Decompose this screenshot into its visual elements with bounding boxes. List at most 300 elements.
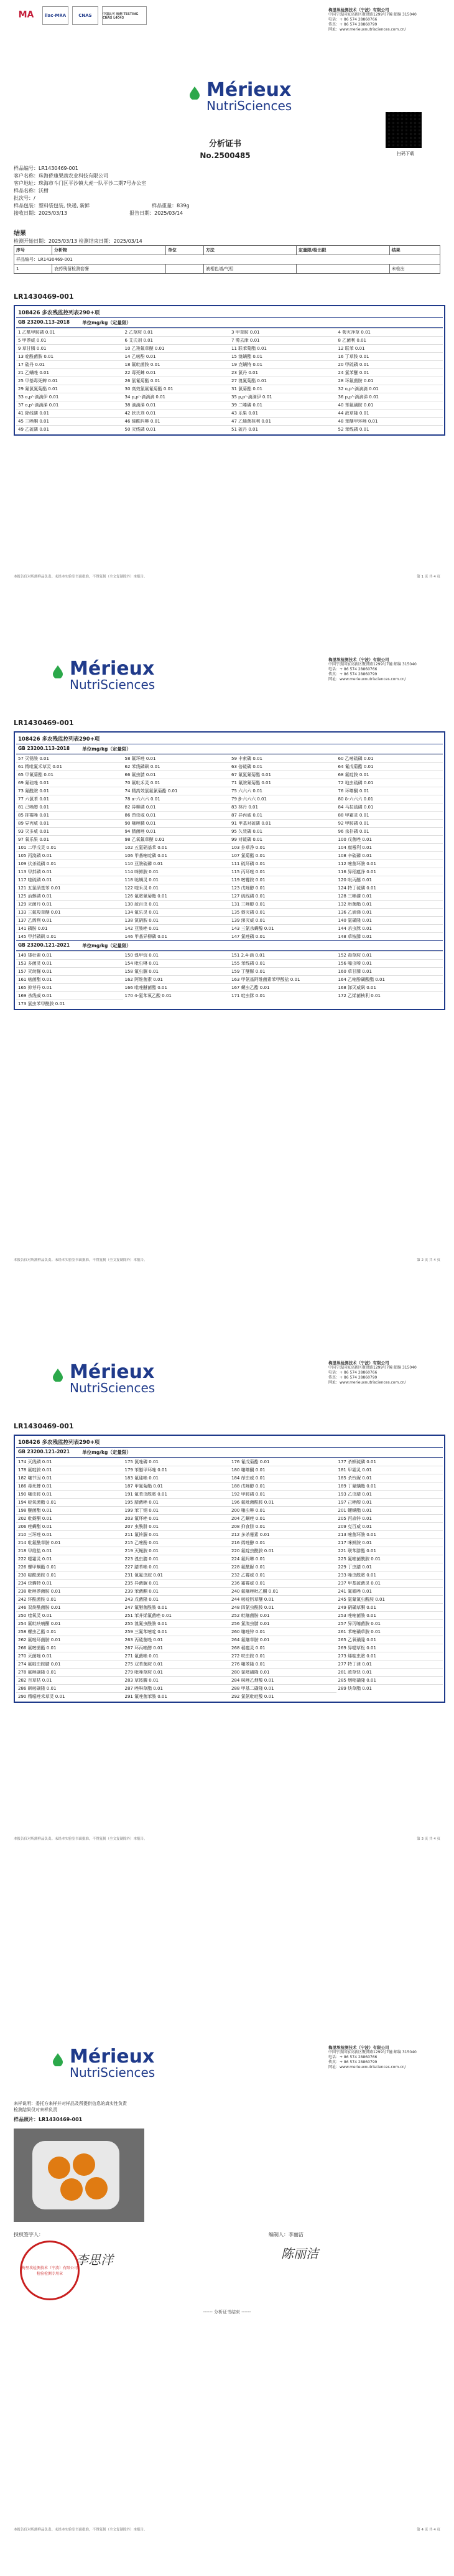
pesticide-item: 79 β-六六六 0.01 [229, 795, 336, 803]
pesticide-item: 163 甲氨基阿维菌素苯甲酸盐 0.01 [229, 975, 336, 983]
pesticide-item: 191 氟苯虫酰胺 0.01 [123, 1490, 230, 1498]
company-line: 电话：+ 86 574 28860766 [328, 2055, 378, 2059]
pesticide-item: 59 丰索磷 0.01 [229, 754, 336, 762]
pesticide-item: 82 异柳磷 0.01 [123, 803, 230, 811]
page-2 [7, 629, 447, 1276]
pesticide-item: 110 亚胺硫磷 0.01 [123, 859, 230, 868]
pesticide-item: 151 2,4-滴 0.01 [229, 951, 336, 959]
pesticide-item: 43 乐果 0.01 [229, 409, 336, 417]
pesticide-item: 11 联苯菊酯 0.01 [229, 344, 336, 352]
approver-signature: 李思洋 [76, 2252, 113, 2267]
pesticide-item: 44 敌草隆 0.01 [336, 409, 443, 417]
pesticide-item: 162 阿维菌素 0.01 [123, 975, 230, 983]
pesticide-item: 231 氰氟虫腙 0.01 [123, 1571, 230, 1579]
pesticide-item: 229 丁虫腈 0.01 [336, 1563, 443, 1571]
sample-photo [14, 2129, 144, 2222]
pesticide-item: 196 氟吡菌酰胺 0.01 [229, 1498, 336, 1506]
pesticide-item: 214 吡氟酰草胺 0.01 [16, 1539, 123, 1547]
pesticide-item: 252 吡噻菌胺 0.01 [229, 1611, 336, 1619]
pesticide-item: 248 四氯虫酰胺 0.01 [229, 1603, 336, 1611]
pesticide-item: 284 咪唑乙烟酸 0.01 [229, 1676, 336, 1684]
pesticide-item: 15 溴螨酯 0.01 [229, 352, 336, 360]
pesticide-item: 211 氟铃脲 0.01 [123, 1530, 230, 1539]
pesticide-item: 213 嘧菌环胺 0.01 [336, 1530, 443, 1539]
pesticide-item: 127 硫线磷 0.01 [229, 892, 336, 900]
pesticide-item: 260 噻唑锌 0.01 [229, 1628, 336, 1636]
cell [296, 265, 389, 274]
pesticide-item: 264 氟噻草胺 0.01 [229, 1636, 336, 1644]
pesticide-item: 89 异丙威 0.01 [16, 819, 123, 827]
pesticide-item: 202 吡蚜酮 0.01 [16, 1514, 123, 1522]
result-period: 检测开始日期：2025/03/13 检测结束日期：2025/03/14 [14, 238, 142, 244]
pesticide-item: 66 氟虫腈 0.01 [123, 770, 230, 779]
pesticide-item: 245 氯氟氰虫酰胺 0.01 [336, 1595, 443, 1603]
pesticide-item: 208 抑食肼 0.01 [229, 1522, 336, 1530]
logo-brand: Mérieux [70, 658, 155, 680]
pesticide-item: 205 丙森锌 0.01 [336, 1514, 443, 1522]
pesticide-item: 263 丙硫菌唑 0.01 [123, 1636, 230, 1644]
pesticide-item: 2 乙草胺 0.01 [123, 328, 230, 336]
received: 接收日期：2025/03/13 [14, 210, 68, 216]
unit-label: 单位mg/kg（定量限） [82, 746, 131, 752]
pesticide-item: 190 噻虫胺 0.01 [16, 1490, 123, 1498]
pesticide-item: 273 烯啶虫胺 0.01 [336, 1652, 443, 1660]
pesticide-item: 153 多菌灵 0.01 [16, 959, 123, 967]
company-line: 网址：www.merieuxnutrisciences.com.cn/ [328, 1380, 406, 1385]
pesticide-item: 124 特丁硫磷 0.01 [336, 884, 443, 892]
pesticide-item: 83 林丹 0.01 [229, 803, 336, 811]
pesticide-item: 159 丁醚脲 0.01 [229, 967, 336, 975]
result-title: 结果 [14, 230, 26, 237]
pesticide-item: 99 对硫磷 0.01 [229, 835, 336, 843]
pesticide-item: 37 o,p'-滴滴涕 0.01 [16, 401, 123, 409]
pesticide-item: 84 马拉硫磷 0.01 [336, 803, 443, 811]
gb-row [16, 940, 443, 951]
pesticide-item: 88 甲霜灵 0.01 [336, 811, 443, 819]
gb-standard: GB 23200.121-2021 [18, 942, 70, 948]
result-table [14, 245, 440, 274]
logo-drop-icon [51, 2053, 65, 2066]
pesticide-item: 107 氯菊酯 0.01 [229, 851, 336, 859]
pesticide-item: 125 治螟磷 0.01 [16, 892, 123, 900]
pesticide-item: 51 硫丹 0.01 [229, 425, 336, 433]
gb-standard: GB 23200.113-2018 [18, 319, 70, 325]
pesticide-item: 197 己唑醇 0.01 [336, 1498, 443, 1506]
pesticide-item: 172 乙烯菌核利 0.01 [336, 991, 443, 1000]
pesticide-item: 186 毒死蜱 0.01 [16, 1482, 123, 1490]
orange [60, 2178, 83, 2201]
pesticide-item: 140 氯磺隆 0.01 [336, 916, 443, 924]
pesticide-item: 48 苯醚甲环唑 0.01 [336, 417, 443, 425]
pesticide-grid [16, 1458, 443, 1700]
pesticide-item: 217 咪鲜胺 0.01 [336, 1539, 443, 1547]
gb-row [16, 744, 443, 754]
pesticide-item: 72 地虫硫磷 0.01 [336, 779, 443, 787]
company-name: 梅里埃检测技术（宁波）有限公司 [328, 1361, 389, 1365]
pesticide-item: 287 唑啉草酯 0.01 [123, 1684, 230, 1692]
pesticide-grid [16, 754, 443, 940]
pesticide-item: 100 戊菌唑 0.01 [336, 835, 443, 843]
pesticide-item: 157 灭幼脲 0.01 [16, 967, 123, 975]
page-4 [7, 2016, 447, 2552]
pesticide-item: 199 苯丁锡 0.01 [123, 1506, 230, 1514]
pesticide-item: 290 精噁唑禾草灵 0.01 [16, 1692, 123, 1700]
pesticide-item: 173 氯虫苯甲酰胺 0.01 [16, 1000, 123, 1008]
pesticide-item: 255 溴氰虫酰胺 0.01 [123, 1619, 230, 1628]
editor [269, 2231, 303, 2239]
unit-label: 单位mg/kg（定量限） [82, 1450, 131, 1455]
pesticide-item: 138 氯硝胺 0.01 [123, 916, 230, 924]
pesticide-item: 133 三氟羧草醚 0.01 [16, 908, 123, 916]
footer-note: 本报告仅对所测样品负责。未经本实验室书面批准，不得复制（全文复制除外）本报告。 [14, 1837, 147, 1841]
pesticide-item: 30 高效氯氟氰菊酯 0.01 [123, 385, 230, 393]
pesticide-item: 27 溴氰菊酯 0.01 [229, 377, 336, 385]
pesticide-item: 170 4-氯苯氧乙酸 0.01 [123, 991, 230, 1000]
pesticide-item: 117 喹硫磷 0.01 [16, 876, 123, 884]
pesticide-item: 258 螺虫乙酯 0.01 [16, 1628, 123, 1636]
qr-code[interactable] [386, 112, 422, 148]
pesticide-item: 120 吡丙醚 0.01 [336, 876, 443, 884]
pesticide-item: 85 抑霉唑 0.01 [16, 811, 123, 819]
pesticide-grid [16, 328, 443, 433]
logo-drop-icon [188, 86, 202, 100]
pesticide-item: 291 氟唑菌苯胺 0.01 [123, 1692, 230, 1700]
pesticide-item: 46 烯酰吗啉 0.01 [123, 417, 230, 425]
pesticide-item: 18 氟吡菌胺 0.01 [123, 360, 230, 368]
pesticide-item: 188 戊唑醇 0.01 [229, 1482, 336, 1490]
pesticide-item: 169 杀线威 0.01 [16, 991, 123, 1000]
pesticide-item: 139 涕灭威 0.01 [229, 916, 336, 924]
pesticide-item: 20 甲硫磷 0.01 [336, 360, 443, 368]
pesticide-item: 187 甲氰菊酯 0.01 [123, 1482, 230, 1490]
pesticide-item: 65 甲氰菊酯 0.01 [16, 770, 123, 779]
pesticide-item: 113 甲拌磷 0.01 [16, 868, 123, 876]
pesticide-item: 249 硝磺草酮 0.01 [336, 1603, 443, 1611]
section-title: 108426 多农残监控列表290+项 [18, 310, 100, 316]
company-line: 中国宁波国家高新区聚贤路1299号7幢 邮编 315040 [328, 1365, 417, 1370]
pesticide-item: 234 炔螨特 0.01 [16, 1579, 123, 1587]
pesticide-item: 243 戊菌隆 0.01 [123, 1595, 230, 1603]
logo-sub: NutriSciences [70, 677, 155, 692]
pesticide-item: 76 环嗪酮 0.01 [336, 787, 443, 795]
pesticide-item: 171 啶虫脒 0.01 [229, 991, 336, 1000]
page-footer [14, 1836, 440, 1841]
pesticide-item: 226 螺甲螨酯 0.01 [16, 1563, 123, 1571]
section-title: 108426 多农残监控列表290+项 [18, 736, 100, 742]
pesticide-item: 276 噻苯隆 0.01 [229, 1660, 336, 1668]
pesticide-item: 206 唑螨酯 0.01 [16, 1522, 123, 1530]
pesticide-item: 154 吡虫啉 0.01 [123, 959, 230, 967]
pesticide-item: 150 溴甲烷 0.01 [123, 951, 230, 959]
pesticide-item: 279 吡唑草胺 0.01 [123, 1668, 230, 1676]
company-line: 传真：+ 86 574 28860799 [328, 1375, 378, 1380]
merieux-logo [206, 81, 292, 112]
pesticide-item: 42 狄氏剂 0.01 [123, 409, 230, 417]
logo-drop-icon [51, 665, 65, 678]
pesticide-item: 29 氟氯氰菊酯 0.01 [16, 385, 123, 393]
pesticide-item: 63 倍硫磷 0.01 [229, 762, 336, 770]
pesticide-item: 265 乙氧磺隆 0.01 [336, 1636, 443, 1644]
company-line: 传真：+ 86 574 28860799 [328, 22, 378, 27]
company-name: 梅里埃检测技术（宁波）有限公司 [328, 2045, 389, 2050]
pesticide-item: 219 灭蝇胺 0.01 [123, 1547, 230, 1555]
pesticide-item: 49 乙硫磷 0.01 [16, 425, 123, 433]
company-line: 中国宁波国家高新区聚贤路1299号7幢 邮编 315040 [328, 12, 417, 17]
pesticide-item: 47 乙烯菌核利 0.01 [229, 417, 336, 425]
logo-sub: NutriSciences [206, 98, 292, 113]
cell: 未检出 [389, 265, 440, 274]
company-stamp [20, 2241, 80, 2300]
company-line: 网址：www.merieuxnutrisciences.com.cn/ [328, 2065, 406, 2069]
pesticide-item: 91 甲基对硫磷 0.01 [229, 819, 336, 827]
pesticide-item: 26 氯氰菊酯 0.01 [123, 377, 230, 385]
pesticide-item: 280 氯嘧磺隆 0.01 [229, 1668, 336, 1676]
pesticide-item: 58 氟环唑 0.01 [123, 754, 230, 762]
pesticide-item: 225 氟唑菌酰胺 0.01 [336, 1555, 443, 1563]
sample-info [14, 165, 440, 217]
company-line: 网址：www.merieuxnutrisciences.com.cn/ [328, 27, 406, 32]
pesticide-item: 270 灭菌唑 0.01 [16, 1652, 123, 1660]
pesticide-item: 198 醚菌酯 0.01 [16, 1506, 123, 1514]
pesticide-item: 73 氟酰胺 0.01 [16, 787, 123, 795]
cnas-text: 中国认可 检测 TESTING CNAS L4043 [102, 6, 147, 25]
pesticide-item: 78 α-六六六 0.01 [123, 795, 230, 803]
orange [73, 2153, 95, 2176]
pesticide-item: 41 除线磷 0.01 [16, 409, 123, 417]
result-section [14, 230, 440, 274]
pesticide-item: 96 杀扑磷 0.01 [336, 827, 443, 835]
company-info [328, 657, 447, 682]
pesticide-item: 259 三氟苯嘧啶 0.01 [123, 1628, 230, 1636]
pesticide-item: 17 硫丹 0.01 [16, 360, 123, 368]
pesticide-item: 192 甲胺磷 0.01 [229, 1490, 336, 1498]
pesticide-item: 236 霜霉威 0.01 [229, 1579, 336, 1587]
pesticide-item: 35 p,p'-滴滴伊 0.01 [229, 393, 336, 401]
pesticide-item: 155 苯线磷 0.01 [229, 959, 336, 967]
pesticide-item: 288 甲基二磺隆 0.01 [229, 1684, 336, 1692]
pesticide-item: 166 吡唑醚菌酯 0.01 [123, 983, 230, 991]
page-number: 第 2 页 共 4 页 [417, 1258, 440, 1262]
pesticide-item: 244 嘧啶肟草醚 0.01 [229, 1595, 336, 1603]
pesticide-item: 167 螺虫乙酯 0.01 [229, 983, 336, 991]
pesticide-item: 132 肟菌酯 0.01 [336, 900, 443, 908]
packing: 样品包装：塑料袋包装, 快递, 新鲜 [14, 203, 90, 208]
pesticide-item: 261 苯嘧磺草胺 0.01 [336, 1628, 443, 1636]
page-number: 第 1 页 共 4 页 [417, 575, 440, 579]
orange [85, 2177, 108, 2199]
pesticide-item: 147 氯唑磷 0.01 [229, 932, 336, 940]
table-row [14, 255, 440, 265]
pesticide-item: 195 腈菌唑 0.01 [123, 1498, 230, 1506]
pesticide-item: 105 丙溴磷 0.01 [16, 851, 123, 859]
pesticide-item: 94 腈菌唑 0.01 [123, 827, 230, 835]
pesticide-item: 71 氟胺氰菊酯 0.01 [229, 779, 336, 787]
pesticide-item: 185 杀铃脲 0.01 [336, 1474, 443, 1482]
pesticide-item: 210 三环唑 0.01 [16, 1530, 123, 1539]
pesticide-item: 212 多杀霉素 0.01 [229, 1530, 336, 1539]
pesticide-item: 6 艾氏剂 0.01 [123, 336, 230, 344]
pesticide-item: 95 久效磷 0.01 [229, 827, 336, 835]
company-info [328, 2045, 447, 2070]
report-heading [70, 137, 381, 160]
weight: 样品重量：839g [152, 203, 190, 208]
pesticide-box [14, 731, 445, 1010]
merieux-logo [70, 2048, 155, 2079]
pesticide-item: 25 甲基毒死蜱 0.01 [16, 377, 123, 385]
col-header: 单位 [165, 246, 203, 255]
pesticide-item: 92 甲胺磷 0.01 [336, 819, 443, 827]
pesticide-item: 215 乙嘧酚 0.01 [123, 1539, 230, 1547]
pesticide-item: 257 异丙噻菌胺 0.01 [336, 1619, 443, 1628]
cnas-badge: CNAS [72, 6, 98, 25]
pesticide-item: 52 苯线磷 0.01 [336, 425, 443, 433]
pesticide-item: 228 氟酰脲 0.01 [229, 1563, 336, 1571]
pesticide-item: 189 丁氟螨酯 0.01 [336, 1482, 443, 1490]
col-header: 分析物 [52, 246, 165, 255]
pesticide-item: 281 敌草快 0.01 [336, 1668, 443, 1676]
page-number: 第 4 页 共 4 页 [417, 2528, 440, 2532]
orange [48, 2157, 70, 2179]
company-line: 传真：+ 86 574 28860799 [328, 672, 378, 677]
pesticide-item: 184 茚虫威 0.01 [229, 1474, 336, 1482]
pesticide-item: 200 噻虫啉 0.01 [229, 1506, 336, 1514]
stamp-text: 梅里埃检测技术（宁波）有限公司 检验检测专用章 [22, 2266, 78, 2276]
pesticide-item: 253 唑嘧菌胺 0.01 [336, 1611, 443, 1619]
cert-badges [14, 6, 147, 25]
pesticide-item: 134 氟乐灵 0.01 [123, 908, 230, 916]
pesticide-item: 70 氟吡禾灵 0.01 [123, 779, 230, 787]
pesticide-item: 142 亚胺唑 0.01 [123, 924, 230, 932]
approver-label: 授权签字人： [14, 2232, 44, 2237]
page-footer [14, 574, 440, 579]
pesticide-item: 230 啶酰菌胺 0.01 [16, 1571, 123, 1579]
pesticide-item: 68 氟啶胺 0.01 [336, 770, 443, 779]
pesticide-item: 131 三唑醇 0.01 [229, 900, 336, 908]
pesticide-item: 240 氟噻唑吡乙酮 0.01 [229, 1587, 336, 1595]
table-row [14, 265, 440, 274]
pesticide-item: 74 精高效氯氟氰菊酯 0.01 [123, 787, 230, 795]
pesticide-item: 242 环酰菌胺 0.01 [16, 1595, 123, 1603]
pesticide-box [14, 305, 445, 436]
pesticide-item: 262 氟唑环菌胺 0.01 [16, 1636, 123, 1644]
pesticide-item: 179 苯醚甲环唑 0.01 [123, 1466, 230, 1474]
pesticide-item: 218 甲维盐 0.01 [16, 1547, 123, 1555]
pesticide-box [14, 1435, 445, 1703]
pesticide-item: 164 乙嘧酚磺酸酯 0.01 [336, 975, 443, 983]
customer: 客户名称：珠海侨康果蔬农业科技有限公司 [14, 173, 108, 179]
pesticide-item: 19 克螨特 0.01 [229, 360, 336, 368]
cell: 农药残留检测套餐 [52, 265, 165, 274]
pesticide-item: 224 氟吗啉 0.01 [229, 1555, 336, 1563]
pesticide-item: 239 苯菌酮 0.01 [123, 1587, 230, 1595]
pesticide-item: 24 氯苯醚 0.01 [336, 368, 443, 377]
pesticide-item: 123 戊唑醇 0.01 [229, 884, 336, 892]
pesticide-item: 143 三氯杀螨醇 0.01 [229, 924, 336, 932]
gb-row [16, 317, 443, 328]
pesticide-item: 246 双炔酰菌胺 0.01 [16, 1603, 123, 1611]
pesticide-item: 40 苯氟磺胺 0.01 [336, 401, 443, 409]
pesticide-item: 278 氟唑磺隆 0.01 [16, 1668, 123, 1676]
lr-number: LR1430469-001 [14, 293, 74, 301]
col-header: 结果 [389, 246, 440, 255]
pesticide-item: 145 甲拌磷砜 0.01 [16, 932, 123, 940]
pesticide-item: 23 氯丹 0.01 [229, 368, 336, 377]
cell [165, 265, 203, 274]
pesticide-item: 223 溴虫腈 0.01 [123, 1555, 230, 1563]
pesticide-item: 7 莠去津 0.01 [229, 336, 336, 344]
pesticide-item: 267 环丙唑醇 0.01 [123, 1644, 230, 1652]
pesticide-item: 160 草甘膦 0.01 [336, 967, 443, 975]
gb-standard: GB 23200.121-2021 [18, 1449, 70, 1454]
logo-sub: NutriSciences [70, 2065, 155, 2080]
ma-badge: MA [18, 10, 34, 20]
cell: 液相色谱/气相 [203, 265, 296, 274]
logo-brand: Mérieux [70, 1361, 155, 1383]
pesticide-item: 118 哒螨灵 0.01 [123, 876, 230, 884]
pesticide-item: 277 特丁津 0.01 [336, 1660, 443, 1668]
pesticide-item: 126 氟胺氰菊酯 0.01 [123, 892, 230, 900]
pesticide-item: 61 精吡氟禾草灵 0.01 [16, 762, 123, 770]
pesticide-item: 180 噻嗪酮 0.01 [229, 1466, 336, 1474]
page-3 [7, 1301, 447, 1861]
pesticide-item: 146 甲基异柳磷 0.01 [123, 932, 230, 940]
pesticide-item: 109 伏杀硫磷 0.01 [16, 859, 123, 868]
col-header: 定量限/检出限 [296, 246, 389, 255]
company-line: 中国宁波国家高新区聚贤路1299号7幢 邮编 315040 [328, 662, 417, 667]
pesticide-item: 178 氟啶胺 0.01 [16, 1466, 123, 1474]
pesticide-item: 21 乙螨唑 0.01 [16, 368, 123, 377]
pesticide-item: 181 甲霜灵 0.01 [336, 1466, 443, 1474]
pesticide-item: 174 灭线磷 0.01 [16, 1458, 123, 1466]
pesticide-item: 144 杀虫脒 0.01 [336, 924, 443, 932]
footer-note: 本报告仅对所测样品负责。未经本实验室书面批准，不得复制（全文复制除外）本报告。 [14, 1258, 147, 1262]
address: 客户地址：珠海市斗门区平沙镇大虎一队平沙二期7号办公室 [14, 180, 147, 186]
pesticide-item: 193 乙虫腈 0.01 [336, 1490, 443, 1498]
pesticide-item: 194 啶氧菌酯 0.01 [16, 1498, 123, 1506]
footer-note: 本报告仅对所测样品负责。未经本实验室书面批准，不得复制（全文复制除外）本报告。 [14, 575, 147, 579]
lr-number: LR1430469-001 [14, 1422, 74, 1430]
col-header: 方法 [203, 246, 296, 255]
pesticide-item: 241 氰霜唑 0.01 [336, 1587, 443, 1595]
pesticide-item: 141 磷胺 0.01 [16, 924, 123, 932]
pesticide-item: 221 联苯肼酯 0.01 [336, 1547, 443, 1555]
pesticide-item: 86 茚虫威 0.01 [123, 811, 230, 819]
pesticide-item: 165 抑芽丹 0.01 [16, 983, 123, 991]
note: 来样说明：委托方来样并对样品及所提供信息的真实性负责 [14, 2101, 127, 2106]
approver [14, 2231, 44, 2239]
company-line: 网址：www.merieuxnutrisciences.com.cn/ [328, 677, 406, 681]
pesticide-item: 5 甲萘威 0.01 [16, 336, 123, 344]
pesticide-item: 130 敌百虫 0.01 [123, 900, 230, 908]
section-title: 108426 多农残监控列表290+项 [18, 1440, 100, 1446]
company-line: 传真：+ 86 574 28860799 [328, 2060, 378, 2064]
pesticide-item: 227 腈苯唑 0.01 [123, 1563, 230, 1571]
pesticide-item: 87 异丙威 0.01 [229, 811, 336, 819]
company-name: 梅里埃检测技术（宁波）有限公司 [328, 7, 389, 12]
pesticide-item: 104 腐霉利 0.01 [336, 843, 443, 851]
pesticide-item: 168 涕灭威砜 0.01 [336, 983, 443, 991]
report-number: No.2500485 [200, 151, 251, 160]
pesticide-item: 102 五氯硝基苯 0.01 [123, 843, 230, 851]
pesticide-item: 98 乙氧氟草醚 0.01 [123, 835, 230, 843]
pesticide-item: 9 草甘膦 0.01 [16, 344, 123, 352]
company-line: 电话：+ 86 574 28860766 [328, 17, 378, 22]
pesticide-item: 67 氟氯氰菊酯 0.01 [229, 770, 336, 779]
report-date: 报告日期：2025/03/14 [129, 210, 183, 216]
pesticide-item: 156 噻虫嗪 0.01 [336, 959, 443, 967]
pesticide-item: 69 氟硅唑 0.01 [16, 779, 123, 787]
pesticide-item: 62 苯线磷砜 0.01 [123, 762, 230, 770]
